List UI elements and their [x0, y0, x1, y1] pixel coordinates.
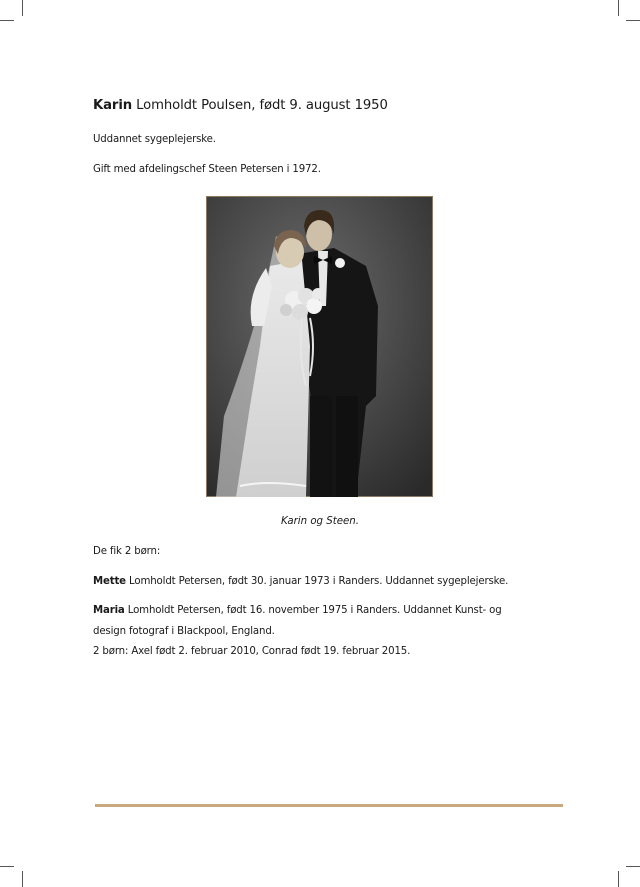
crop-mark-top-right-v [618, 0, 619, 16]
child-mette-text: Lomholdt Petersen, født 30. januar 1973 i Randers. Uddannet sygeplejerske. [125, 576, 509, 587]
crop-mark-bottom-right-h [626, 866, 640, 867]
child-maria-grandchildren: 2 børn: Axel født 2. februar 2010, Conrad født 19. februar 2015. [93, 646, 411, 657]
crop-mark-bottom-left-v [22, 871, 23, 887]
crop-mark-top-left-h [0, 20, 14, 21]
crop-mark-bottom-right-v [618, 871, 619, 887]
crop-mark-top-right-h [626, 20, 640, 21]
child-maria-name: Maria [93, 605, 125, 616]
wedding-photo-drawing [206, 196, 433, 497]
child-maria-text: Lomholdt Petersen, født 16. november 1975 i Randers. Uddannet Kunst- og [124, 605, 502, 616]
children-intro: De fik 2 børn: [93, 546, 161, 557]
child-mette [93, 576, 508, 587]
marriage-text: Gift med afdelingschef Steen Petersen i 1972. [93, 164, 321, 175]
child-mette-name: Mette [93, 576, 126, 587]
photo-caption: Karin og Steen. [281, 516, 359, 527]
child-maria-line2: design fotograf i Blackpool, England. [93, 626, 275, 637]
footer-rule [95, 804, 563, 807]
crop-mark-top-left-v [22, 0, 23, 16]
education-text: Uddannet sygeplejerske. [93, 134, 216, 145]
title-rest: Lomholdt Poulsen, født 9. august 1950 [132, 98, 388, 113]
crop-mark-bottom-left-h [0, 866, 14, 867]
title-first-name: Karin [93, 98, 133, 113]
wedding-photo [206, 196, 433, 497]
page-title [93, 98, 388, 113]
child-maria-line1 [93, 605, 502, 616]
